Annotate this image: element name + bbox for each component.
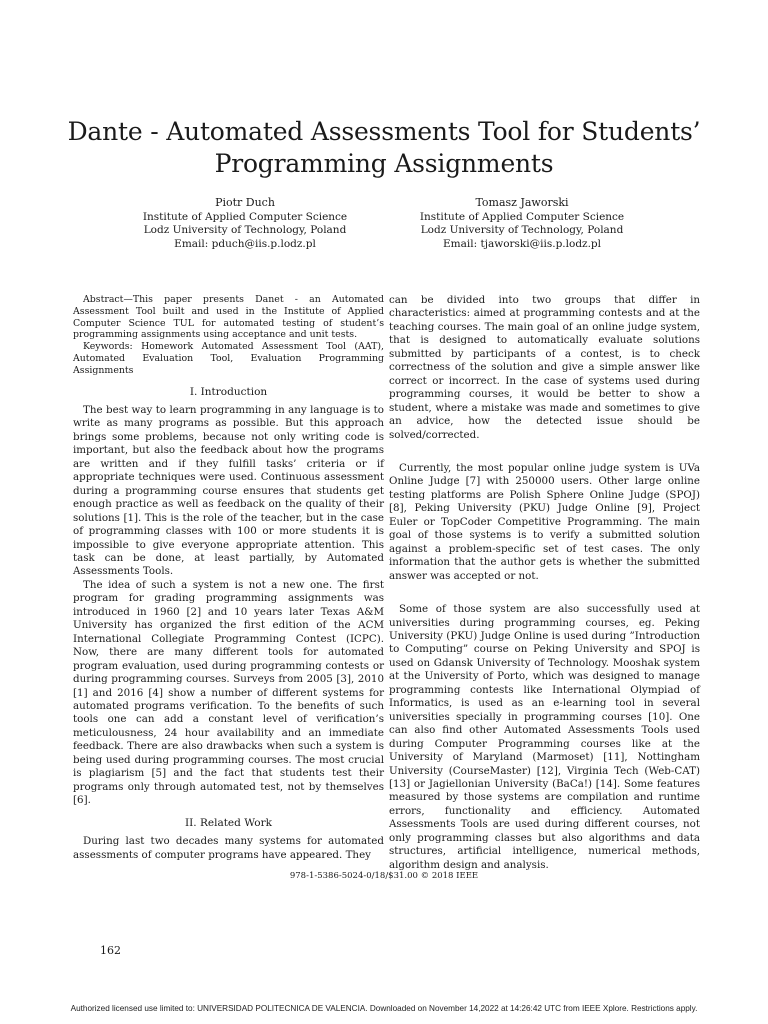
paragraph: Some of those system are also successfully used at universities during programming courses, eg. Peking University (PKU) Judge Online is used during ”Introduction to Computing” course on Peking University and SPOJ is used on Gdansk University of Technology. Mooshak system at the University of Porto, which was designed to manage programming contests like International Olympiad of Informatics, is used as an e-learning tool in several universities specially in programming courses [10]. One can also find other Automated Assessments Tools used during Computer Programming courses like at the University of Maryland (Marmoset) [11], Nottingham University (CourseMaster) [12], Virginia Tech (Web-CAT) [13] or Jagiellonian University (BaCa!) [14]. Some features measured by those systems are compilation and runtime errors, functionality and efficiency. Automated Assessments Tools are used during different courses, not only programming classes but also algorithms and data structures, artificial intelligence, numerical methods, algorithm design and analysis. bbox=[389, 603, 700, 871]
keywords-text: Keywords: Homework Automated Assessment Tool (AAT), Automated Evaluation Tool, Evaluation Programming Assignments bbox=[73, 341, 384, 376]
section-heading-related-work: II. Related Work bbox=[185, 816, 272, 829]
author-affiliation: Institute of Applied Computer Science bbox=[419, 210, 625, 223]
author-1 bbox=[95, 196, 395, 251]
paragraph: During last two decades many systems for automated assessments of computer programs have appeared. They bbox=[73, 835, 384, 861]
paragraph: The idea of such a system is not a new one. The first program for grading programming assignments was introduced in 1960 [2] and 10 years later Texas A&M University has organized the first edition of the ACM International Collegiate Programming Contest (ICPC). Now, there are many different tools for automated program evaluation, used during programming contests or during programming courses. Surveys from 2005 [3], 2010 [1] and 2016 [4] show a number of different systems for automated programs verification. To the benefits of such tools one can add a constant level of verification’s meticulousness, 24 hour availability and an immediate feedback. There are also drawbacks when such a system is being used during programming courses. The most crucial is plagiarism [5] and the fact that students test their programs only through automated test, not by themselves [6]. bbox=[73, 578, 384, 807]
paper-title: Dante - Automated Assessments Tool for Students’ Programming Assignments bbox=[67, 117, 701, 178]
author-name: Piotr Duch bbox=[215, 196, 275, 209]
paragraph: The best way to learn programming in any language is to write as many programs as possible. But this approach brings some problems, because not only writing code is important, but also the feedback about how the programs are written and if they fulfill tasks’ criteria or if appropriate techniques were used. Continuous assessment during a programming course ensures that students get enough practice as well as feedback on the quality of their solutions [1]. This is the role of the teacher, but in the case of programming classes with 100 or more students it is impossible to give everyone appropriate attention. This task can be done, at least partially, by Automated Assessments Tools. bbox=[73, 404, 384, 578]
author-affiliation: Institute of Applied Computer Science bbox=[142, 210, 348, 223]
paragraph: can be divided into two groups that differ in characteristics: aimed at programming contests and at the teaching courses. The main goal of an online judge system, that is designed to automatically evaluate solutions submitted by participants of a contest, is to check correctness of the solution and give a simple answer like correct or incorrect. In the case of systems used during programming courses, it would be better to show a student, where a mistake was made and sometimes to give an advice, how the detected issue should be solved/corrected. bbox=[389, 294, 700, 441]
page-number: 162 bbox=[100, 944, 121, 957]
copyright-notice: 978-1-5386-5024-0/18/$31.00 © 2018 IEEE bbox=[289, 871, 479, 881]
paragraph: Currently, the most popular online judge system is UVa Online Judge [7] with 250000 users. Other large online testing platforms are Polish Sphere Online Judge (SPOJ) [8], Peking University (PKU) Judge Online [9], Project Euler or TopCoder Competitive Programming. The main goal of those systems is to verify a submitted solution against a problem-specific set of test cases. The only information that the author gets is whether the submitted answer was accepted or not. bbox=[389, 461, 700, 582]
abstract-block bbox=[73, 294, 384, 377]
section-heading-introduction: I. Introduction bbox=[189, 385, 268, 398]
abstract-text: Abstract—This paper presents Danet - an Automated Assessment Tool built and used in the Institute of Applied Computer Science TUL for automated testing of student’s programming assignments using acceptance and unit tests. bbox=[73, 294, 384, 341]
paragraph-gap bbox=[389, 442, 700, 462]
author-affiliation: Lodz University of Technology, Poland bbox=[420, 224, 624, 236]
license-footer: Authorized licensed use limited to: UNIVERSIDAD POLITECNICA DE VALENCIA. Downloaded on November 14,2022 at 14:26:42 UTC from IEEE Xplore. Restrictions apply. bbox=[70, 1004, 698, 1013]
right-column bbox=[389, 294, 700, 872]
paragraph-gap bbox=[389, 583, 700, 603]
author-2 bbox=[372, 196, 672, 251]
left-column bbox=[73, 294, 384, 862]
author-name: Tomasz Jaworski bbox=[475, 196, 569, 209]
author-affiliation: Lodz University of Technology, Poland bbox=[143, 224, 347, 236]
author-email: Email: tjaworski@iis.p.lodz.pl bbox=[443, 237, 601, 250]
author-email: Email: pduch@iis.p.lodz.pl bbox=[174, 237, 316, 250]
